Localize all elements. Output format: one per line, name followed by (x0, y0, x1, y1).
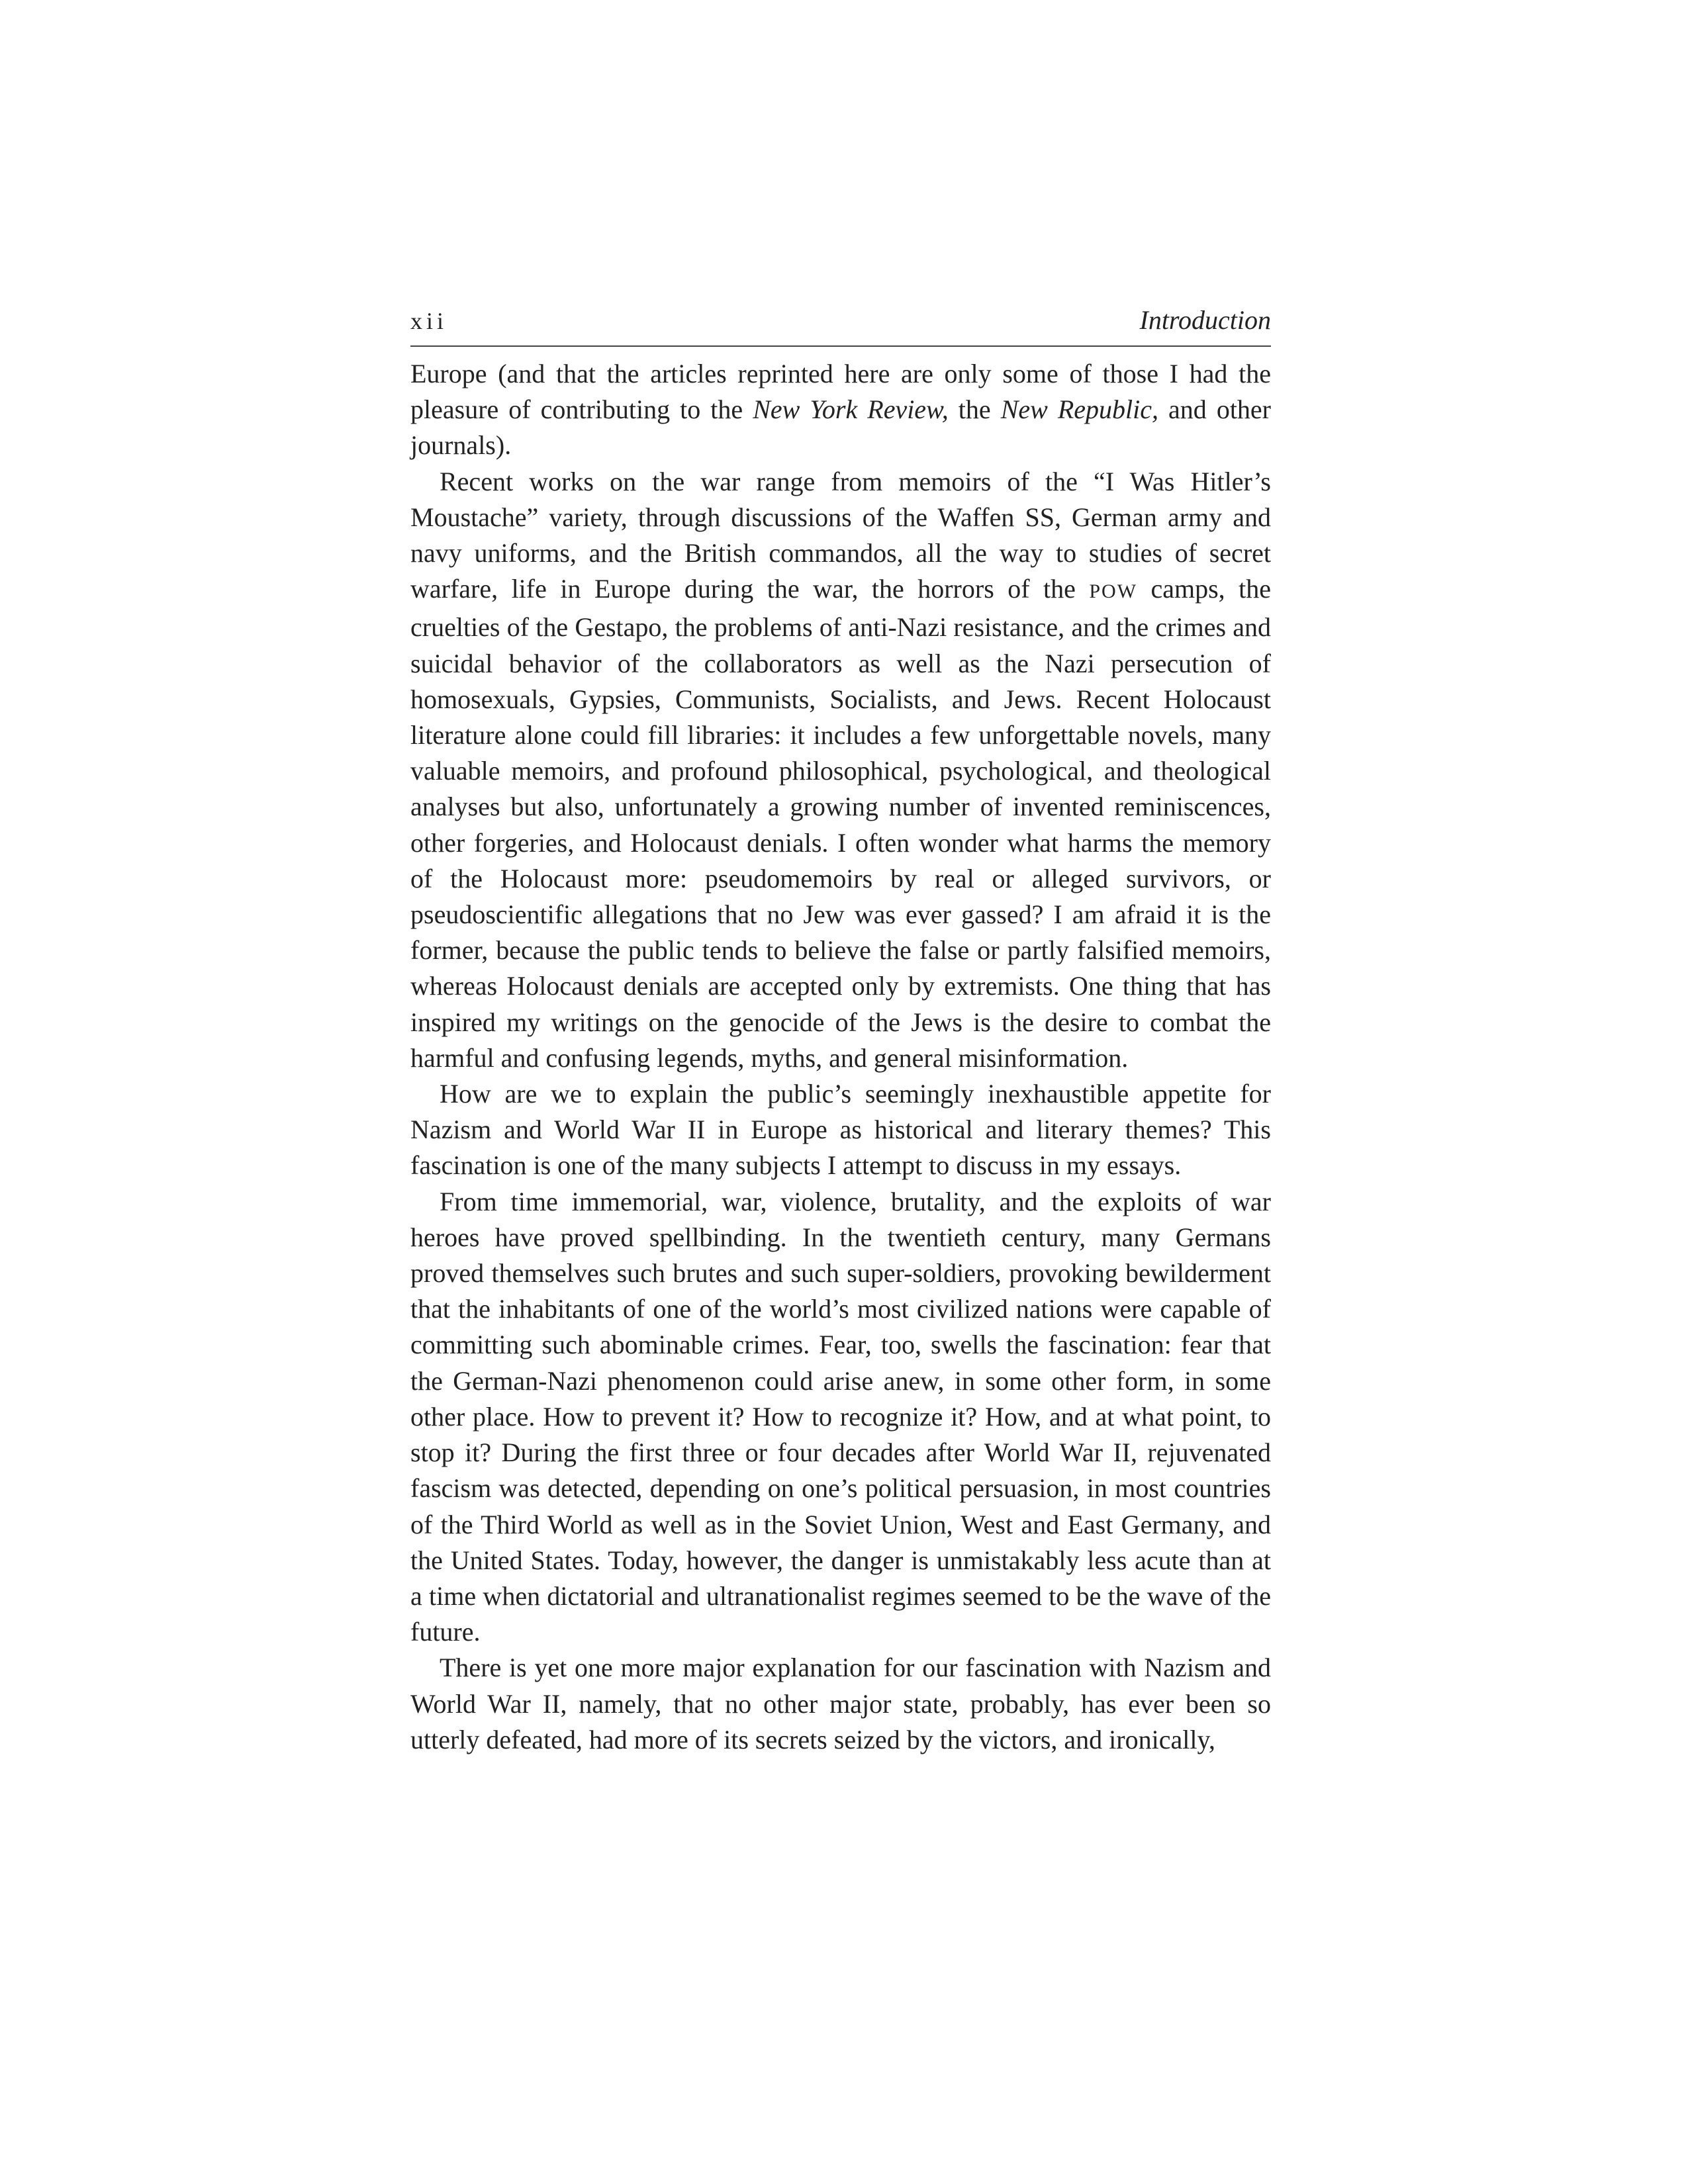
paragraph-3: How are we to explain the public’s seemingly inexhaustible appetite for Nazism and World War II in Europe as historical and literary themes? This fascination is one of the many subjects I attempt to discuss in my essays. (410, 1079, 1271, 1181)
paragraph-1 (410, 356, 1271, 464)
book-page (410, 304, 1271, 1758)
paragraph-2 (410, 464, 1271, 1076)
text-run: camps, the cruelties of the Gestapo, the problems of anti-Nazi resistance, and the crimes and suicidal behavior of the collaborators as well as the Nazi persecution of homosexuals, Gypsies, Communists, Socialists, and Jews. Recent Holocaust literature alone could fill libraries: it includes a few unforgettable novels, many valuable memoirs, and profound philosophical, psychological, and theological analyses but also, unfortunately a growing number of invented reminiscences, other forgeries, and Holocaust denials. I often wonder what harms the memory of the Holocaust more: pseudomemoirs by real or alleged survivors, or pseudoscientific allegations that no Jew was ever gassed? I am afraid it is the former, because the public tends to believe the false or partly falsified memoirs, whereas Holocaust denials are accepted only by extremists. One thing that has inspired my writings on the genocide of the Jews is the desire to combat the harmful and confusing legends, myths, and general misinformation. (410, 574, 1271, 1073)
page-number: xii (410, 308, 448, 334)
body-text (410, 356, 1271, 1758)
text-run: Recent works on the war range from memoirs of the “I Was Hitler’s Moustache” variety, through discussions of the Waffen SS, German army and navy uniforms, and the British commandos, all the way to studies of secret warfare, life in Europe during the war, the horrors of the (410, 466, 1271, 604)
journal-title: New York Review, (753, 394, 949, 425)
running-head (410, 304, 1271, 347)
text-run: Europe (and that the articles reprinted here are only some of those I had the pleasure of contributing to the (410, 359, 1271, 425)
paragraph-5: There is yet one more major explanation for our fascination with Nazism and World War II, namely, that no other major state, probably, has ever been so utterly defeated, had more of its secrets seized by the victors, and ironically, (410, 1653, 1271, 1754)
running-title: Introduction (1139, 305, 1271, 335)
text-run: and other journals). (410, 394, 1272, 461)
small-caps-acronym: POW (1089, 580, 1138, 603)
paragraph-4: From time immemorial, war, violence, brutality, and the exploits of war heroes have proved spellbinding. In the twentieth century, many Germans proved themselves such brutes and such super-soldiers, provoking bewilderment that the inhabitants of one of the world’s most civilized nations were capable of committing such abominable crimes. Fear, too, swells the fascination: fear that the German-Nazi phenomenon could arise anew, in some other form, in some other place. How to prevent it? How to recognize it? How, and at what point, to stop it? During the first three or four decades after World War II, rejuvenated fascism was detected, depending on one’s political persuasion, in most countries of the Third World as well as in the Soviet Union, West and East Germany, and the United States. Today, however, the danger is unmistakably less acute than at a time when dictatorial and ultranationalist regimes seemed to be the wave of the future. (410, 1186, 1271, 1647)
text-run: the (948, 394, 1001, 425)
journal-title: New Republic, (1000, 394, 1159, 425)
